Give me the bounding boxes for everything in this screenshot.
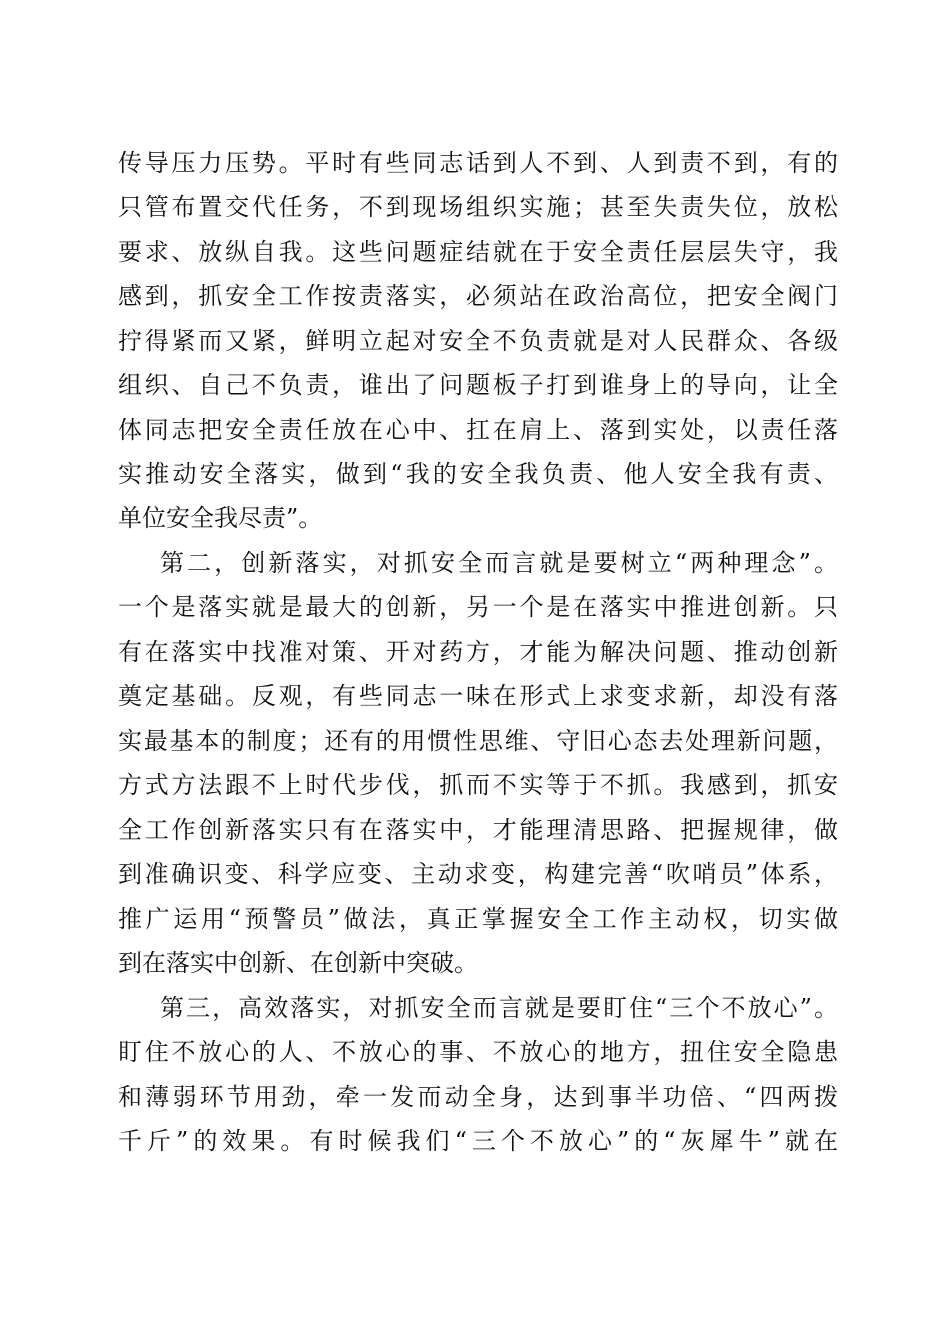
- text-line-11: 一个是落实就是最大的创新，另一个是在落实中推进创新。只: [118, 593, 838, 621]
- paragraph-3-heading-line: 第三，高效落实，对抓安全而言就是要盯住“三个不放心”。: [160, 994, 838, 1022]
- text-line-9: 单位安全我尽责”。: [118, 504, 323, 532]
- text-line-23: 千斤”的效果。有时候我们“三个不放心”的“灰犀牛”就在: [118, 1127, 838, 1155]
- text-line-13: 奠定基础。反观，有些同志一味在形式上求变求新，却没有落: [118, 682, 838, 710]
- text-line-12: 有在落实中找准对策、开对药方，才能为解决问题、推动创新: [118, 638, 838, 666]
- text-line-1: 传导压力压势。平时有些同志话到人不到、人到责不到，有的: [118, 149, 838, 177]
- text-line-6: 组织、自己不负责，谁出了问题板子打到谁身上的导向，让全: [118, 371, 838, 399]
- text-line-15: 方式方法跟不上时代步伐，抓而不实等于不抓。我感到，抓安: [118, 771, 838, 799]
- text-line-5: 拧得紧而又紧，鲜明立起对安全不负责就是对人民群众、各级: [118, 327, 838, 355]
- text-line-19: 到在落实中创新、在创新中突破。: [118, 949, 478, 977]
- text-line-16: 全工作创新落实只有在落实中，才能理清思路、把握规律，做: [118, 816, 838, 844]
- text-line-21: 盯住不放心的人、不放心的事、不放心的地方，扭住安全隐患: [118, 1038, 838, 1066]
- text-line-22: 和薄弱环节用劲，牵一发而动全身，达到事半功倍、“四两拨: [118, 1083, 838, 1111]
- text-line-18: 推广运用“预警员”做法，真正掌握安全工作主动权，切实做: [118, 905, 838, 933]
- text-line-7: 体同志把安全责任放在心中、扛在肩上、落到实处，以责任落: [118, 416, 838, 444]
- text-line-17: 到准确识变、科学应变、主动求变，构建完善“吹哨员”体系，: [118, 860, 838, 888]
- text-line-3: 要求、放纵自我。这些问题症结就在于安全责任层层失守，我: [118, 238, 838, 266]
- text-line-4: 感到，抓安全工作按责落实，必须站在政治高位，把安全阀门: [118, 282, 838, 310]
- paragraph-2-heading-line: 第二，创新落实，对抓安全而言就是要树立“两种理念”。: [160, 549, 838, 577]
- text-line-2: 只管布置交代任务，不到现场组织实施；甚至失责失位，放松: [118, 193, 838, 221]
- text-line-8: 实推动安全落实，做到“我的安全我负责、他人安全我有责、: [118, 460, 838, 488]
- text-line-14: 实最基本的制度；还有的用惯性思维、守旧心态去处理新问题，: [118, 727, 838, 755]
